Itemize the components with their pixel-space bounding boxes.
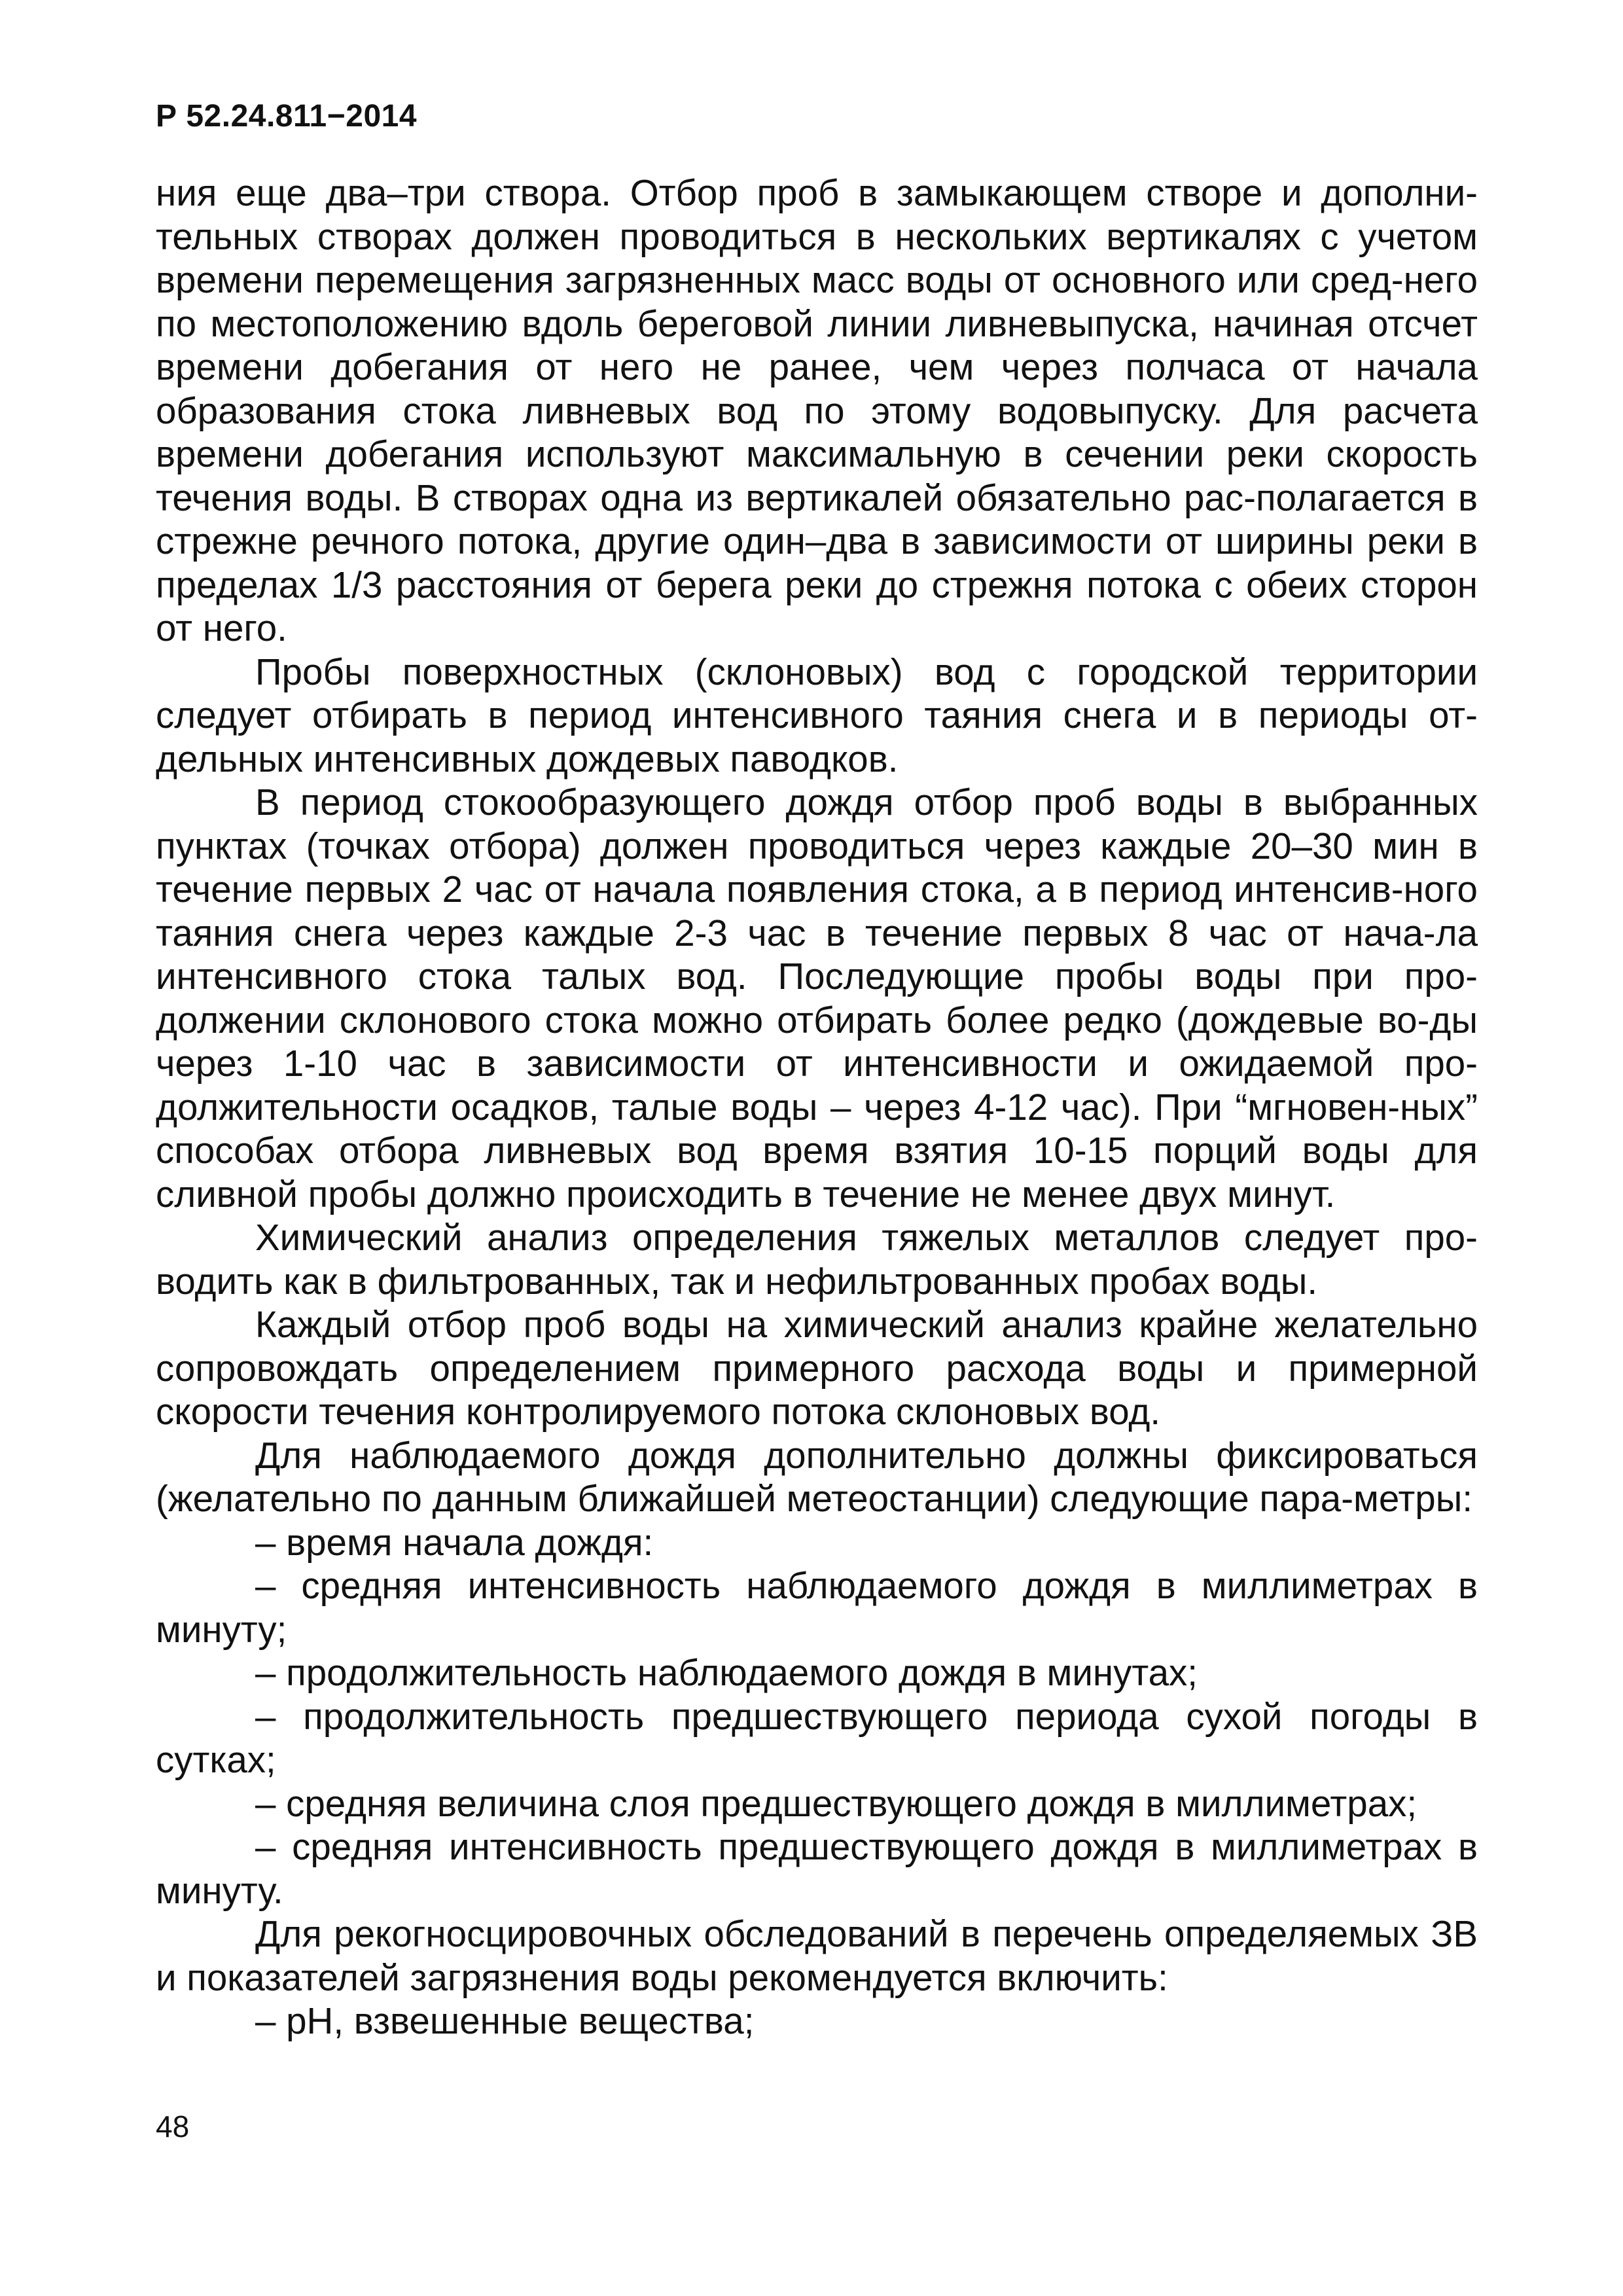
list-item: – время начала дождя:: [255, 1521, 654, 1563]
list-item: – средняя величина слоя предшествующего дождя в миллиметрах;: [255, 1782, 1418, 1824]
body-text: [156, 171, 1478, 2043]
list-item: – продолжительность предшествующего периода сухой погоды в сутках;: [156, 1695, 1478, 1780]
page-number: 48: [156, 2109, 190, 2144]
paragraph-continuation: ния еще два–три створа. Отбор проб в замыкающем створе и дополни-тельных створах должен проводиться в нескольких вертикалях с учетом времени перемещения загрязненных масс воды от основного или сред-него по местоположению вдоль береговой линии ливневыпуска, начиная отсчет времени добегания от него не ранее, чем через полчаса от начала образования стока ливневых вод по этому водовыпуску. Для расчета времени добегания используют максимальную в сечении реки скорость течения воды. В створах одна из вертикалей обязательно рас-полагается в стрежне речного потока, другие один–два в зависимости от ширины реки в пределах 1/3 расстояния от берега реки до стрежня потока с обеих сторон от него.: [156, 172, 1478, 649]
paragraph-rain-parameters-intro: Для наблюдаемого дождя дополнительно должны фиксироваться (желательно по данным ближайшей метеостанции) следующие пара-метры:: [156, 1434, 1478, 1519]
document-code-header: Р 52.24.811−2014: [156, 99, 418, 134]
list-item: – pH, взвешенные вещества;: [255, 2000, 755, 2041]
list-item: – продолжительность наблюдаемого дождя в минутах;: [255, 1652, 1198, 1693]
list-item: – средняя интенсивность наблюдаемого дождя в миллиметрах в минуту;: [156, 1565, 1478, 1650]
paragraph-rain-sampling-schedule: В период стокообразующего дождя отбор проб воды в выбранных пунктах (точках отбора) должен проводиться через каждые 20–30 мин в течение первых 2 час от начала появления стока, а в период интенсив-ного таяния снега через каждые 2-3 час в течение первых 8 час от нача-ла интенсивного стока талых вод. Последующие пробы воды при про-должении склонового стока можно отбирать более редко (дождевые во-ды через 1-10 час в зависимости от интенсивности и ожидаемой про-должительности осадков, талые воды – через 4-12 час). При “мгновен-ных” способах отбора ливневых вод время взятия 10-15 порций воды для сливной пробы должно происходить в течение не менее двух минут.: [156, 781, 1478, 1215]
paragraph-flow-measurement: Каждый отбор проб воды на химический анализ крайне желательно сопровождать определением примерного расхода воды и примерной скорости течения контролируемого потока склоновых вод.: [156, 1304, 1478, 1432]
paragraph-reconnaissance-list-intro: Для рекогносцировочных обследований в перечень определяемых ЗВ и показателей загрязнения воды рекомендуется включить:: [156, 1913, 1478, 1998]
list-item: – средняя интенсивность предшествующего дождя в миллиметрах в минуту.: [156, 1826, 1478, 1911]
paragraph-surface-water-sampling: Пробы поверхностных (склоновых) вод с городской территории следует отбирать в период интенсивного таяния снега и в периоды от-дельных интенсивных дождевых паводков.: [156, 651, 1478, 780]
paragraph-heavy-metals-analysis: Химический анализ определения тяжелых металлов следует про-водить как в фильтрованных, так и нефильтрованных пробах воды.: [156, 1217, 1478, 1302]
